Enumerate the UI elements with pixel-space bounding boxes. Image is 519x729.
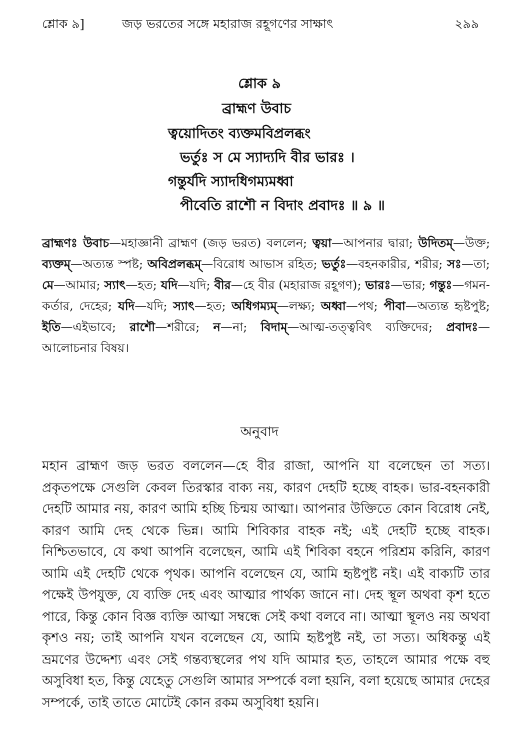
synonym-term: ত্বয়া	[312, 236, 332, 250]
word-meanings: ব্রাহ্মণঃ উবাচ—মহাজ্ঞানী ব্রাহ্মণ (জড় ভরত) বললেন; ত্বয়া—আপনার দ্বারা; উদিতম্—উক্ত; ব্যক্তম্—অত্যন্ত স্পষ্ট; অবিপ্রলব্ধম্—বিরোধ আভাস রহিত; ভর্তুঃ—বহনকারীর, শরীর; সঃ—তা; মে—আমার; স্যাৎ—হত; যদি—যদি; বীর—হে বীর (মহারাজ রহূগণ); ভারঃ—ভার; গন্তুঃ—গমন-কর্তার, দেহের; যদি—যদি; স্যাৎ—হত; অধিগম্যম্—লক্ষ্য; অধ্বা—পথ; পীবা—অত্যন্ত হৃষ্টপুষ্ট; ইতি—এইভাবে; রাশৌ—শরীরে; ন—না; বিদাম্—আত্ম-তত্ত্ববিৎ ব্যক্তিদের; প্রবাদঃ—আলোচনার বিষয়।	[42, 236, 490, 355]
synonym-meaning: অত্যন্ত স্পষ্ট;	[82, 257, 144, 271]
synonym-term: বিদাম্	[260, 320, 288, 334]
verse-line-4: পীবেতি রাশৌ ন বিদাং প্রবাদঃ ॥ ৯ ॥	[180, 198, 385, 214]
synonym-term: অধিগম্যম্	[231, 299, 277, 313]
synonym-meaning: হত;	[206, 299, 226, 313]
synonym-term: উদিতম্	[418, 236, 453, 250]
synonym-meaning: আত্ম-তত্ত্ববিৎ ব্যক্তিদের;	[299, 320, 433, 334]
synonym-meaning: গমন-কর্তার, দেহের;	[42, 278, 490, 313]
verse-speaker: ব্রাহ্মণ উবাচ	[222, 101, 292, 117]
synonym-term: ব্যক্তম্	[42, 257, 71, 271]
synonym-term: মে	[42, 278, 54, 292]
synonym-meaning: মহাজ্ঞানী ব্রাহ্মণ (জড় ভরত) বললেন;	[121, 236, 308, 250]
synonym-term: ভর্তুঃ	[321, 257, 347, 271]
synonym-term: অধ্বা	[320, 299, 346, 313]
synonym-meaning: না;	[232, 320, 248, 334]
synonym-meaning: যদি;	[189, 278, 211, 292]
synonym-meaning: বহনকারীর, শরীর;	[358, 257, 443, 271]
synonym-meaning: পথ;	[357, 299, 378, 313]
synonym-meaning: আপনার দ্বারা;	[343, 236, 413, 250]
synonym-term: পীবা	[383, 299, 406, 313]
verse-line-2: ভর্তুঃ স মে স্যাদ্যদি বীর ভারঃ ।	[180, 150, 355, 166]
synonym-term: রাশৌ	[129, 320, 156, 334]
synonym-term: সঃ	[447, 257, 462, 271]
synonym-term: ন	[213, 320, 221, 334]
synonym-term: ইতি	[42, 320, 61, 334]
synonym-term: যদি	[117, 299, 135, 313]
synonym-term: স্যাৎ	[173, 299, 195, 313]
synonym-meaning: তা;	[473, 257, 490, 271]
synonym-meaning: যদি;	[146, 299, 168, 313]
synonym-meaning: আমার;	[65, 278, 101, 292]
header-verse-ref: শ্লোক ৯]	[42, 16, 85, 31]
running-header	[42, 12, 499, 34]
synonym-term: বীর	[214, 278, 231, 292]
synonym-term: যদি	[160, 278, 178, 292]
synonym-meaning: ভার;	[402, 278, 426, 292]
header-chapter-title: জড় ভরতের সঙ্গে মহারাজ রহূগণের সাক্ষাৎ	[122, 16, 334, 31]
verse-line-1: ত্বয়োদিতং ব্যক্তমবিপ্রলব্ধং	[168, 126, 311, 142]
synonym-meaning: উক্ত;	[464, 236, 490, 250]
synonym-meaning: এইভাবে;	[72, 320, 117, 334]
synonym-meaning: অত্যন্ত হৃষ্টপুষ্ট;	[417, 299, 490, 313]
verse-title: শ্লোক ৯	[238, 76, 281, 92]
synonym-meaning: শরীরে;	[167, 320, 200, 334]
synonym-meaning: লক্ষ্য;	[288, 299, 316, 313]
synonym-meaning: হত;	[137, 278, 157, 292]
page-number: ২৯৯	[454, 16, 479, 31]
translation-heading: অনুবাদ	[240, 424, 279, 440]
translation-text: মহান ব্রাহ্মণ জড় ভরত বললেন—হে বীর রাজা, আপনি যা বলেছেন তা সত্য। প্রকৃতপক্ষে সেগুলি কেবল তিরস্কার বাক্য নয়, কারণ দেহটি হচ্ছে বাহক। ভার-বহনকারী দেহটি আমার নয়, কারণ আমি হচ্ছি চিন্ময় আত্মা। আপনার উক্তিতে কোন বিরোধ নেই, কারণ আমি দেহ থেকে ভিন্ন। আমি শিবিকার বাহক নই; এই দেহটি হচ্ছে বাহক। নিশ্চিতভাবে, যে কথা আপনি বলেছেন, আমি এই শিবিকা বহনে পরিশ্রম করিনি, কারণ আমি এই দেহটি থেকে পৃথক। আপনি বলেছেন যে, আমি হৃষ্টপুষ্ট নই। এই বাক্যটি তার পক্ষেই উপযুক্ত, যে ব্যক্তি দেহ এবং আত্মার পার্থক্য জানে না। দেহ স্থূল অথবা কৃশ হতে পারে, কিন্তু কোন বিজ্ঞ ব্যক্তি আত্মা সম্বন্ধে সেই কথা বলবে না। আত্মা স্থূলও নয় অথবা কৃশও নয়; তাই আপনি যখন বলেছেন যে, আমি হৃষ্টপুষ্ট নই, তা সত্য। অধিকন্তু এই ভ্রমণের উদ্দেশ্য এবং সেই গন্তব্যস্থলের পথ যদি আমার হত, তাহলে আমার পক্ষে বহু অসুবিধা হত, কিন্তু যেহেতু সেগুলি আমার সম্পর্কে বলা হয়নি, বলা হয়েছে আমার দেহের সম্পর্কে, তাই তাতে মোটেই কোন রকম অসুবিধা হয়নি।	[42, 459, 490, 711]
verse-line-3: গন্তুর্যদি স্যাদধিগম্যমধ্বা	[168, 174, 294, 190]
synonym-term: প্রবাদঃ	[446, 320, 478, 334]
synonym-meaning: হে বীর (মহারাজ রহূগণ);	[242, 278, 362, 292]
synonym-term: ব্রাহ্মণঃ উবাচ	[42, 236, 110, 250]
synonym-term: স্যাৎ	[104, 278, 126, 292]
synonym-meaning: আলোচনার বিষয়।	[42, 341, 129, 355]
synonym-term: অবিপ্রলব্ধম্	[147, 257, 202, 271]
synonym-term: গন্তুঃ	[429, 278, 453, 292]
synonym-meaning: বিরোধ আভাস রহিত;	[213, 257, 318, 271]
synonym-term: ভারঃ	[365, 278, 391, 292]
